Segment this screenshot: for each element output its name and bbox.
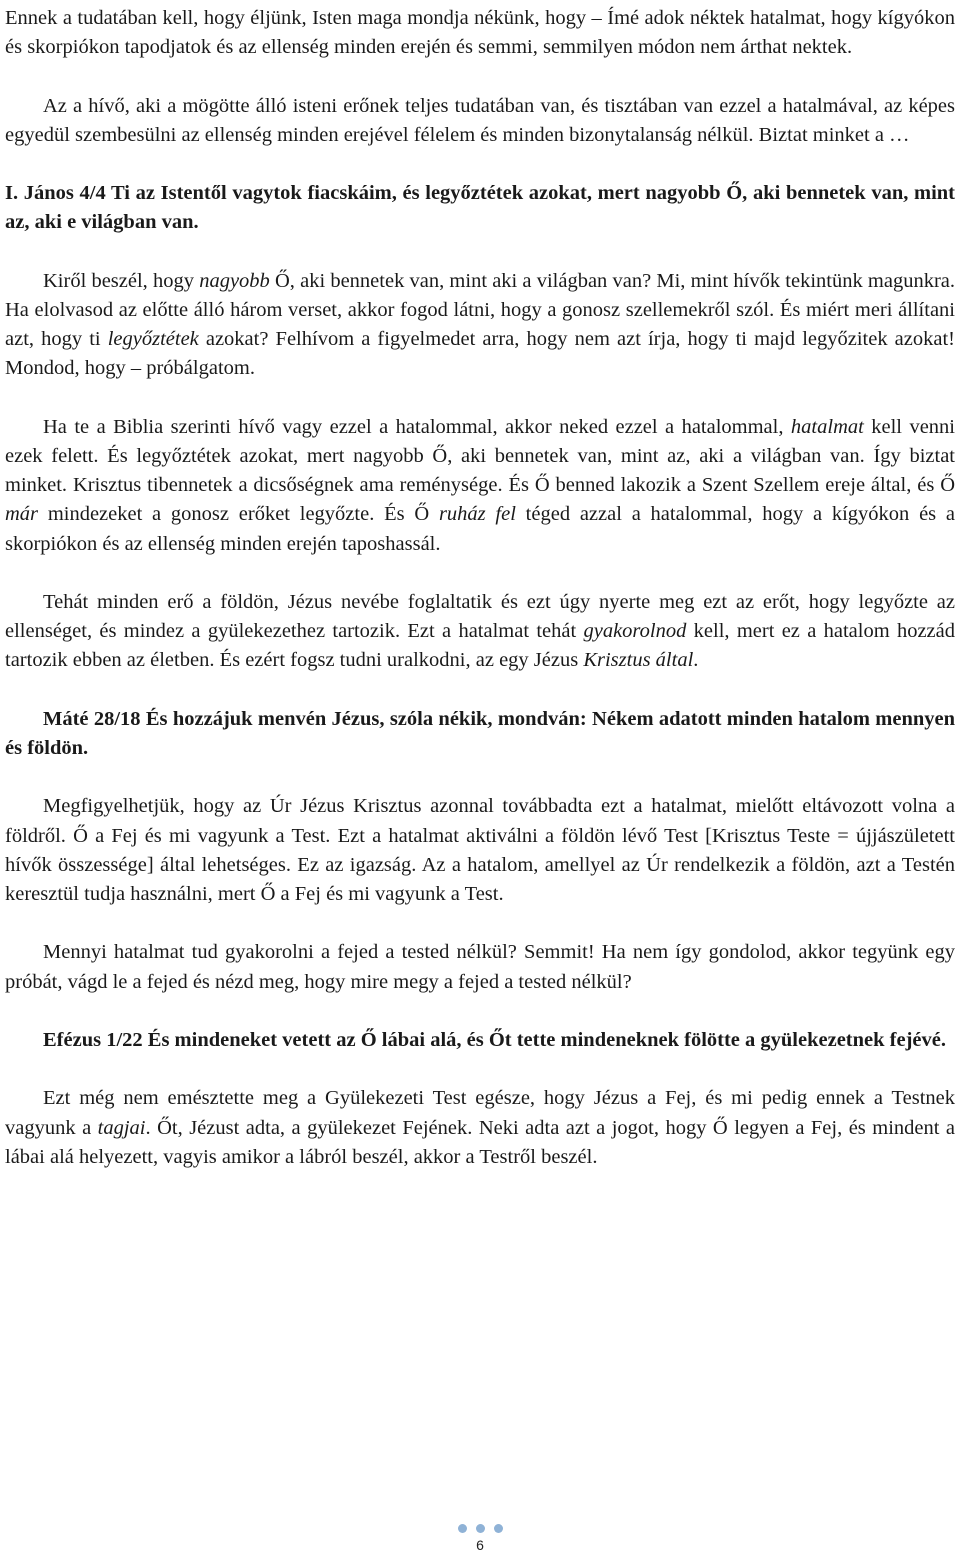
- text-run: téged azzal a hatalommal, hogy a kígyókon és a skorpiókon és az ellenség minden erején taposhassál.: [5, 503, 956, 555]
- text-run: Megfigyelhetjük, hogy az Úr Jézus Krisztus azonnal továbbadta ezt a hatalmat, mielőtt eltávozott volna a földről. Ő a Fej és mi vagyunk a Test. Ezt a hatalmat aktiválni a földön lévő Test [Krisztus Teste = újjászületett hívők összessége] által lehetséges. Ez az igazság. Az a hatalom, amellyel az Úr rendelkezik a földön, azt a Testén keresztül tudja használni, mert Ő a Fej és mi vagyunk a Test.: [5, 795, 955, 905]
- page-number: 6: [476, 1537, 484, 1553]
- page-footer: [0, 1524, 960, 1553]
- emphasis-text: Krisztus által: [583, 649, 694, 672]
- body-paragraph: [5, 588, 955, 676]
- text-run: Az a hívő, aki a mögötte álló isteni erőnek teljes tudatában van, és tisztában van ezzel a hatalmával, az képes egyedül szembesülni az ellenség minden erejével félelem és minden bizonytalanság nélkül. Biztat minket a …: [5, 94, 955, 146]
- document-body: [5, 0, 955, 1172]
- text-run: Ezt még nem emésztette meg a Gyülekezeti Test egésze, hogy Jézus a Fej, és mi pedig ennek a Testnek vagyunk a: [5, 1087, 955, 1139]
- emphasis-text: hatalmat: [790, 415, 864, 438]
- emphasis-text: már: [5, 503, 39, 526]
- emphasis-text: gyakorolnod: [583, 620, 687, 643]
- text-run: Ennek a tudatában kell, hogy éljünk, Isten maga mondja nékünk, hogy – Ímé adok néktek hatalmat, hogy kígyókon és skorpiókon tapodjatok és az ellenség minden erején és semmi, semmilyen módon nem árthat nektek.: [5, 7, 955, 59]
- body-paragraph: [5, 267, 955, 384]
- text-run: I. János 4/4 Ti az Istentől vagytok fiacskáim, és legyőztétek azokat, mert nagyobb Ő, aki bennetek van, mint az, aki e világban van.: [5, 182, 955, 234]
- emphasis-text: nagyobb: [199, 269, 270, 292]
- text-run: Máté 28/18 És hozzájuk menvén Jézus, szóla nékik, mondván: Nékem adatott minden hatalom mennyen és földön.: [5, 707, 955, 759]
- body-paragraph: [5, 92, 955, 150]
- text-run: Tehát minden erő a földön, Jézus nevébe foglaltatik és ezt úgy nyerte meg ezt az erőt, hogy legyőzte az ellenséget, és mindez a gyülekezethez tartozik. Ezt a hatalmat tehát: [5, 590, 955, 643]
- dot-icon: [476, 1524, 485, 1533]
- text-run: kell, mert ez a hatalom hozzád tartozik ebben az életben. És ezért fogsz tudni uralkodni, az egy Jézus: [5, 620, 956, 672]
- text-run: kell venni ezek felett. És legyőztétek azokat, mert nagyobb Ő, aki bennetek van, mint az, aki a világban van. Így biztat minket. Krisztus tibennetek a dicsőségnek ama reménysége. És Ő benned lakozik a Szent Szellem ereje által, és Ő: [5, 415, 955, 497]
- dot-icon: [458, 1524, 467, 1533]
- text-run: .: [693, 649, 699, 672]
- body-paragraph: [5, 413, 955, 559]
- body-paragraph: [5, 938, 955, 996]
- dot-icon: [494, 1524, 503, 1533]
- emphasis-text: ruház fel: [438, 503, 516, 526]
- scripture-quote: [5, 179, 955, 237]
- body-paragraph: [5, 1084, 955, 1172]
- text-run: Ha te a Biblia szerinti hívő vagy ezzel a hatalommal, akkor neked ezzel a hatalommal,: [43, 415, 791, 438]
- body-paragraph: [5, 792, 955, 909]
- scripture-quote: [5, 1026, 955, 1055]
- body-paragraph: [5, 0, 955, 62]
- decorative-dots: [0, 1524, 960, 1533]
- emphasis-text: tagjai: [97, 1116, 146, 1139]
- emphasis-text: legyőztétek: [107, 328, 199, 351]
- text-run: Mennyi hatalmat tud gyakorolni a fejed a tested nélkül? Semmit! Ha nem így gondolod, akkor tegyünk egy próbát, vágd le a fejed és nézd meg, hogy mire megy a fejed a tested nélkül?: [5, 941, 955, 993]
- text-run: Kiről beszél, hogy: [43, 269, 200, 292]
- text-run: mindezeket a gonosz erőket legyőzte. És Ő: [38, 503, 439, 526]
- text-run: . Őt, Jézust adta, a gyülekezet Fejének. Neki adta azt a jogot, hogy Ő legyen a Fej, és mindent a lábai alá helyezett, vagyis amikor a lábról beszél, akkor a Testről beszél.: [5, 1116, 956, 1168]
- text-run: azokat? Felhívom a figyelmedet arra, hogy nem azt írja, hogy ti majd legyőzitek azokat! Mondod, hogy – próbálgatom.: [5, 328, 955, 380]
- text-run: Ő, aki bennetek van, mint aki a világban van? Mi, mint hívők tekintünk magunkra. Ha elolvasod az előtte álló három verset, akkor fogod látni, hogy a gonosz szellemekről szól. És miért meri állítani azt, hogy ti: [5, 269, 955, 351]
- scripture-quote: [5, 705, 955, 763]
- text-run: Efézus 1/22 És mindeneket vetett az Ő lábai alá, és Őt tette mindeneknek fölötte a gyülekezetnek fejévé.: [43, 1028, 946, 1051]
